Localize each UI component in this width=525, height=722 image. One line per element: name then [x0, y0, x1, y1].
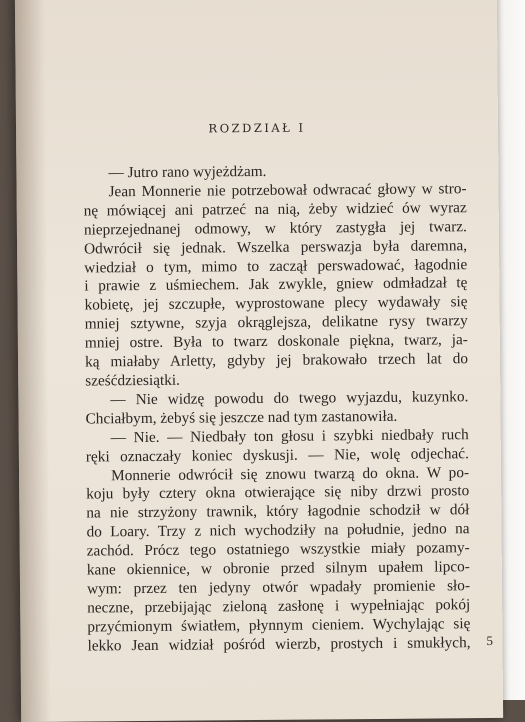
text-line: kobietę, jej szczupłe, wyprostowane plecy wydawały się: [84, 293, 468, 314]
text-line: — Nie widzę powodu do twego wyjazdu, kuzynko.: [110, 388, 469, 409]
text-line: Jean Monnerie nie potrzebował odwracać głowy w stro-: [108, 180, 467, 201]
page-gutter-shadow: [15, 0, 51, 722]
text-line: kane okiennice, w obronie przed silnym upałem lipco-: [86, 558, 470, 579]
body-text: [83, 161, 470, 656]
text-line: i prawie z uśmiechem. Jak zwykle, gniew odmładzał tę: [84, 274, 468, 295]
text-line: mniej ostre. Była to twarz doskonale piękna, twarz, ja-: [84, 331, 468, 352]
text-line: — Nie. — Niedbały ton głosu i szybki niedbały ruch: [110, 425, 469, 446]
book-page: [15, 0, 503, 722]
text-line: Monnerie odwrócił się znowu twarzą do okna. W po-: [110, 463, 470, 484]
text-line: sześćdziesiątki.: [85, 371, 181, 390]
text-line: nę mówiącej ani patrzeć na nią, żeby widzieć ów wyraz: [83, 198, 467, 220]
text-line: zachód. Prócz tego ostatniego wszystkie miały pozamy-: [86, 539, 470, 560]
text-line: koju były cztery okna otwierające się niby drzwi prosto: [86, 482, 470, 503]
page-number: 5: [486, 632, 494, 649]
text-line: wym: przez ten jedyny otwór wpadały promienie sło-: [86, 577, 471, 598]
text-line: wiedział o tym, mimo to zaczął perswadować, łagodnie: [84, 255, 468, 277]
text-line: ręki oznaczały koniec dyskusji. — Nie, wolę odjechać.: [85, 444, 469, 466]
text-line: lekko Jean widział pośród wierzb, prostych i smukłych,: [87, 633, 471, 655]
text-line: nieprzejednanej odmowy, w który zastygła jej twarz.: [83, 217, 467, 239]
text-line: Odwrócił się jednak. Wszelka perswazja była daremna,: [83, 236, 468, 258]
chapter-heading: ROZDZIAŁ I: [208, 120, 306, 136]
text-line: przyćmionym światłem, płynnym cieniem. Wychylając się: [87, 614, 471, 636]
text-line: Chciałbym, żebyś się jeszcze nad tym zastanowiła.: [85, 407, 398, 428]
text-line: do Loary. Trzy z nich wychodziły na południe, jedno na: [86, 520, 470, 541]
text-line: na nie strzyżony trawnik, który łagodnie schodził w dół: [86, 501, 470, 522]
text-line: mniej sztywne, szyja okrąglejsza, delikatne rysy twarzy: [84, 312, 468, 333]
text-line: neczne, przebijając zieloną zasłonę i wypełniając pokój: [87, 596, 471, 617]
text-line: ką miałaby Arletty, gdyby jej brakowało trzech lat do: [84, 350, 469, 371]
text-line: — Jutro rano wyjeżdżam.: [108, 162, 267, 182]
